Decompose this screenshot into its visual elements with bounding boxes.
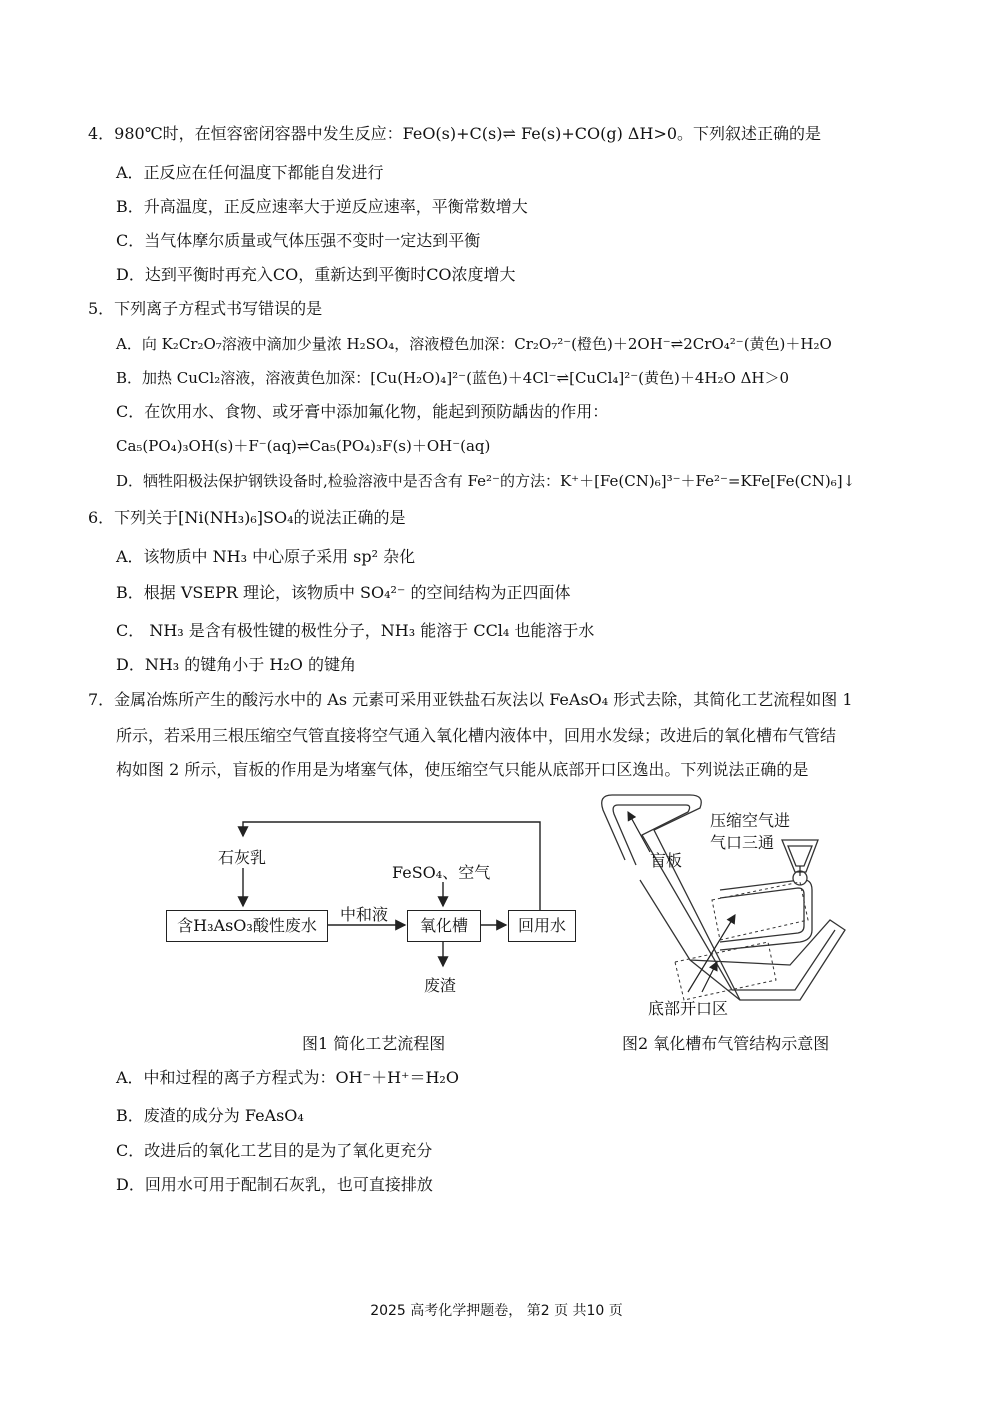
- q5-option-d: D．牺牲阳极法保护钢铁设备时,检验溶液中是否含有 Fe²⁻的方法：K⁺＋[Fe(CN)₆]³⁻＋Fe²⁻=KFe[Fe(CN)₆]↓: [116, 472, 856, 490]
- figure2-caption: 图2 氧化槽布气管结构示意图: [622, 1034, 830, 1053]
- figure2-bottom-label: 底部开口区: [648, 999, 729, 1018]
- q7-option-b: B．废渣的成分为 FeAsO₄: [116, 1106, 304, 1125]
- figure1-feso4-label: FeSO₄、空气: [392, 863, 491, 882]
- q6-stem: 6．下列关于[Ni(NH₃)₆]SO₄的说法正确的是: [88, 508, 406, 527]
- q7-stem-line3: 构如图 2 所示，盲板的作用是为堵塞气体，使压缩空气只能从底部开口区逸出。下列说法正确的是: [116, 760, 809, 779]
- q7-option-c: C．改进后的氧化工艺目的是为了氧化更充分: [116, 1141, 433, 1160]
- q4-option-a: A．正反应在任何温度下都能自发进行: [116, 163, 384, 182]
- q4-stem: 4．980℃时，在恒容密闭容器中发生反应：FeO(s)+C(s)⇌ Fe(s)+CO(g) ΔH>0。下列叙述正确的是: [88, 124, 822, 143]
- q6-option-a: A．该物质中 NH₃ 中心原子采用 sp² 杂化: [116, 547, 416, 566]
- figure1-wastewater-box: 含H₃AsO₃酸性废水: [166, 910, 328, 942]
- figure1-residue-label: 废渣: [424, 976, 457, 995]
- q5-option-c-equation: Ca₅(PO₄)₃OH(s)＋F⁻(aq)⇌Ca₅(PO₄)₃F(s)＋OH⁻(aq): [116, 437, 491, 455]
- figure2-open-zones: [675, 882, 808, 1000]
- figure2-inlet-label-2: 气口三通: [710, 833, 775, 852]
- q4-option-b: B．升高温度，正反应速率大于逆反应速率，平衡常数增大: [116, 197, 528, 216]
- figure1-caption: 图1 简化工艺流程图: [302, 1034, 446, 1053]
- figure1-neutral-label: 中和液: [340, 905, 389, 924]
- q7-option-d: D．回用水可用于配制石灰乳，也可直接排放: [116, 1175, 433, 1194]
- figure1-lime-label: 石灰乳: [218, 848, 267, 867]
- figure1-arrows: [243, 822, 540, 966]
- q6-option-d: D．NH₃ 的键角小于 H₂O 的键角: [116, 655, 356, 674]
- q7-stem-line1: 7．金属冶炼所产生的酸污水中的 As 元素可采用亚铁盐石灰法以 FeAsO₄ 形式去除，其简化工艺流程如图 1: [88, 690, 853, 709]
- q5-option-b: B．加热 CuCl₂溶液，溶液黄色加深：[Cu(H₂O)₄]²⁻(蓝色)＋4Cl⁻⇌[CuCl₄]²⁻(黄色)＋4H₂O ΔH＞0: [116, 369, 790, 387]
- q4-option-d: D．达到平衡时再充入CO，重新达到平衡时CO浓度增大: [116, 265, 516, 284]
- figure2-inlet-label-1: 压缩空气进: [710, 811, 791, 830]
- figure1-tank-box: 氧化槽: [407, 910, 481, 942]
- q5-option-c: C．在饮用水、食物、或牙膏中添加氟化物，能起到预防龋齿的作用：: [116, 402, 609, 421]
- q7-stem-line2: 所示，若采用三根压缩空气管直接将空气通入氧化槽内液体中，回用水发绿；改进后的氧化槽布气管结: [116, 726, 837, 745]
- figure1-reuse-box: 回用水: [508, 910, 576, 942]
- q6-option-c: C． NH₃ 是含有极性键的极性分子，NH₃ 能溶于 CCl₄ 也能溶于水: [116, 621, 595, 640]
- q5-option-a: A．向 K₂Cr₂O₇溶液中滴加少量浓 H₂SO₄，溶液橙色加深：Cr₂O₇²⁻(橙色)＋2OH⁻⇌2CrO₄²⁻(黄色)＋H₂O: [116, 335, 832, 353]
- q4-option-c: C．当气体摩尔质量或气体压强不变时一定达到平衡: [116, 231, 481, 250]
- q6-option-b: B．根据 VSEPR 理论，该物质中 SO₄²⁻ 的空间结构为正四面体: [116, 583, 571, 602]
- figure2-blind-label: 盲板: [650, 851, 683, 870]
- q5-stem: 5．下列离子方程式书写错误的是: [88, 299, 323, 318]
- q7-option-a: A．中和过程的离子方程式为：OH⁻＋H⁺＝H₂O: [116, 1068, 459, 1087]
- page-footer: 2025 高考化学押题卷， 第2 页 共10 页: [370, 1303, 623, 1319]
